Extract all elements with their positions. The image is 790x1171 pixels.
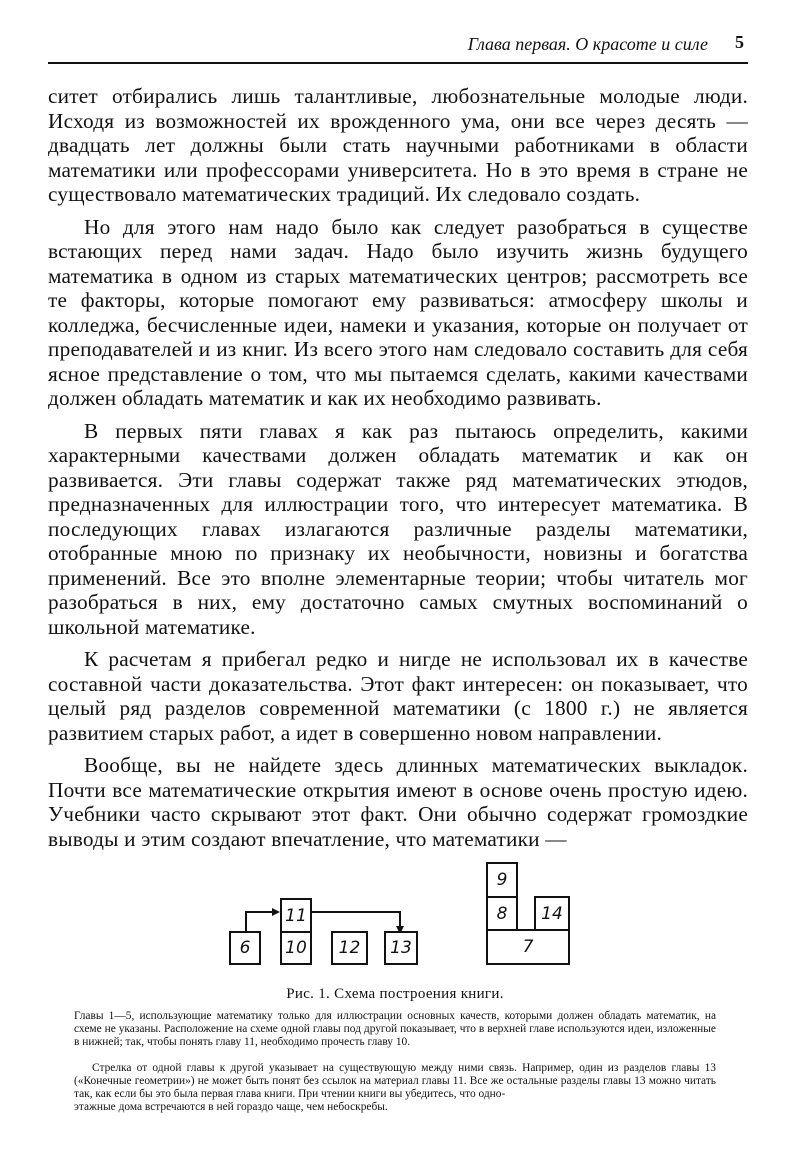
page-number: 5 bbox=[735, 32, 744, 52]
chapter-box-7: 7 bbox=[486, 929, 570, 965]
running-header bbox=[48, 30, 748, 58]
header-rule bbox=[48, 62, 748, 64]
figure-note-2-text: Стрелка от одной главы к другой указывает на существующую между ними связь. Например, один из разделов главы 13 («Конечные геометрии») не может быть понят без ссылок на материал главы 11. Все же остальные разделы главы 13 можно читать так, как если бы это была первая глава книги. При чтении книги вы убедитесь, что одно- bbox=[74, 1062, 716, 1100]
arrow-6-to-11 bbox=[246, 912, 272, 931]
paragraph-2: Но для этого нам надо было как следует разобраться в существе встающих перед нами задач. Надо было изучить жизнь будущего математика в одном из старых математических центров; рассмотреть все те факторы, которые помогают ему развиваться: атмосферу школы и колледжа, бесчисленные идеи, намеки и указания, которые он получает от преподавателей и из книг. Из всего этого нам следовало составить для себя ясное представление о том, что мы пытаемся сделать, какими качествами должен обладать математик и как их необходимо развивать. bbox=[48, 214, 748, 410]
chapter-box-9: 9 bbox=[486, 862, 518, 898]
paragraph-5: Вообще, вы не найдете здесь длинных математических выкладок. Почти все математические открытия имеют в основе очень простую идею. Учебники часто скрывают этот факт. Они обычно содержат громоздкие выводы и этим создают впечатление, что математики — bbox=[48, 753, 748, 851]
figure-note-2-last-line: этажные дома встречаются в ней гораздо чаще, чем небоскребы. bbox=[74, 1101, 388, 1113]
arrow-11-to-13 bbox=[312, 912, 400, 930]
paragraph-3: В первых пяти главах я как раз пытаюсь определить, какими характерными качествами должен обладать математик и как он развивается. Эти главы содержат также ряд математических этюдов, предназначенных для иллюстрации того, что интересует математика. В последующих главах излагаются различные разделы математики, отобранные мною по признаку их необычности, новизны и богатства применений. Все это вполне элементарные теории; чтобы читатель мог разобраться в них, ему достаточно самых смутных воспоминаний о школьной математике. bbox=[48, 418, 748, 639]
chapter-box-6: 6 bbox=[229, 931, 261, 965]
chapter-box-13: 13 bbox=[384, 931, 418, 965]
book-structure-diagram bbox=[228, 860, 580, 966]
chapter-box-12: 12 bbox=[331, 931, 368, 965]
chapter-box-14: 14 bbox=[534, 896, 570, 931]
figure-note-1: Главы 1—5, использующие математику только для иллюстрации основных качеств, которыми должен обладать математик, на схеме не указаны. Расположение на схеме одной главы под другой показывает, что в верхней главе используются идеи, изложенные в нижней; так, чтобы понять главу 11, необходимо прочесть главу 10. bbox=[74, 1010, 716, 1048]
chapter-box-10: 10 bbox=[280, 931, 312, 965]
body-text bbox=[48, 84, 748, 851]
arrowhead-6-to-11 bbox=[272, 908, 280, 916]
paragraph-4: К расчетам я прибегал редко и нигде не использовал их в качестве составной части доказательства. Этот факт интересен: он показывает, что целый ряд разделов современной математики (с 1800 г.) не является развитием старых работ, а идет в совершенно новом направлении. bbox=[48, 647, 748, 745]
figure-caption: Рис. 1. Схема построения книги. bbox=[286, 986, 504, 1002]
chapter-title: Глава первая. О красоте и силе bbox=[467, 34, 708, 54]
figure-note-2 bbox=[74, 1062, 716, 1114]
chapter-box-8: 8 bbox=[486, 896, 518, 931]
chapter-box-11: 11 bbox=[280, 898, 312, 933]
paragraph-1: ситет отбирались лишь талантливые, любознательные молодые люди. Исходя из возможностей их врожденного ума, они все через десять — двадцать лет должны были стать научными работниками в области математики или профессорами университета. Но в это время в стране не существовало математических традиций. Их следовало создать. bbox=[48, 84, 748, 206]
